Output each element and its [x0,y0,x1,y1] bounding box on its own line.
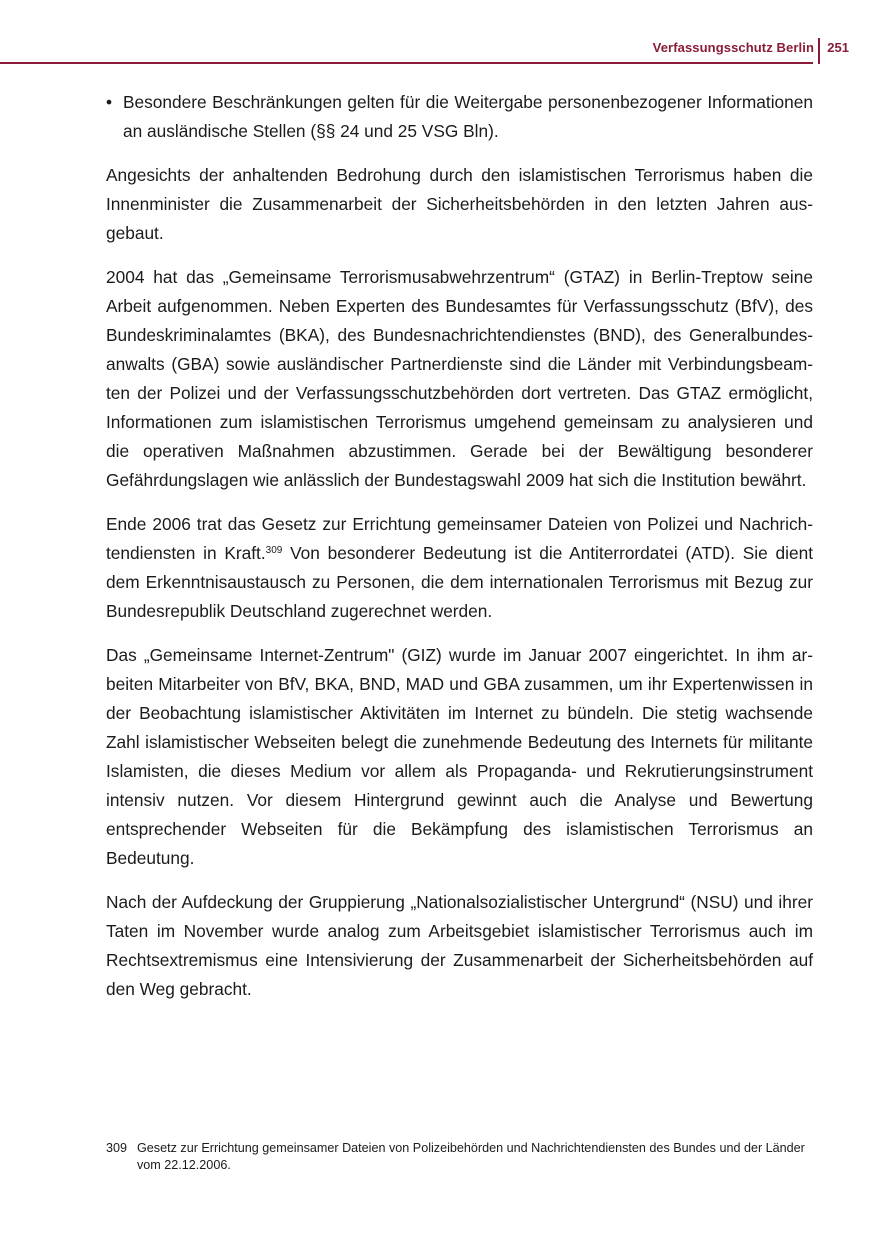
paragraph-1: Angesichts der anhaltenden Bedrohung durch den islamistischen Terrorismus haben die Innenminister die Zusammenarbeit der Sicherheitsbehörden in den letzten Jahren ausgebaut. [106,165,813,243]
list-item [106,88,813,146]
footnote-number: 309 [106,1141,128,1155]
header-rule [0,62,813,64]
running-header-title: Verfassungsschutz Berlin [652,40,814,55]
paragraph-3-text-b: Von besonderer Bedeutung ist die Antiterrordatei (ATD). Sie dient dem Erkenntnisaustausch zu Personen, die dem internationalen Terrorismus mit Bezug zur Bundesrepublik Deutschland zugerechnet werden. [106,543,813,621]
body-text [106,88,813,1019]
list-item-text: Besondere Beschränkungen gelten für die Weitergabe personenbezogener Informationen an ausländische Stellen (§§ 24 und 25 VSG Bln). [123,92,813,141]
paragraph-5: Nach der Aufdeckung der Gruppierung „Nationalsozialistischer Untergrund“ (NSU) und ihrer Taten im November wurde analog zum Arbeitsgebiet islamistischer Terrorismus auch im Rechtsextremismus eine Intensivierung der Zusammenarbeit der Sicherheitsbehörden auf den Weg gebracht. [106,892,813,999]
paragraph-2: 2004 hat das „Gemeinsame Terrorismusabwehrzentrum“ (GTAZ) in Berlin-Treptow seine Arbeit aufgenommen. Neben Experten des Bundesamtes für Verfassungsschutz (BfV), des Bundeskriminalamtes (BKA), des Bundesnachrichtendienstes (BND), des Generalbundesanwalts (GBA) sowie ausländischer Partnerdienste sind die Länder mit Verbindungsbeamten der Polizei und der Verfassungsschutzbehörden dort vertreten. Das GTAZ ermöglicht, Informationen zum islamistischen Terrorismus umgehend gemeinsam zu analysieren und die operativen Maßnahmen abzustimmen. Gerade bei der Bewältigung besonderer Gefährdungslagen wie anlässlich der Bundestagswahl 2009 hat sich die Institution bewährt. [106,267,813,490]
footnote-text: Gesetz zur Errichtung gemeinsamer Dateien von Polizeibehörden und Nachrichtendiensten des Bundes und der Länder vom 22.12.2006. [137,1141,805,1172]
paragraph-3 [106,510,813,626]
header-separator [818,38,820,64]
page-number: 251 [827,40,849,55]
footnote-reference[interactable]: 309 [265,545,283,556]
paragraph-4: Das „Gemeinsame Internet-Zentrum" (GIZ) wurde im Januar 2007 eingerichtet. In ihm arbeiten Mitarbeiter von BfV, BKA, BND, MAD und GBA zusammen, um ihr Expertenwissen in der Beobachtung islamistischer Aktivitäten im Internet zu bündeln. Die stetig wachsende Zahl islamistischer Webseiten belegt die zunehmende Bedeutung des Internets für militante Islamisten, die dieses Medium vor allem als Propaganda- und Rekrutierungsinstrument intensiv nutzen. Vor diesem Hintergrund gewinnt auch die Analyse und Bewertung entsprechender Webseiten für die Bekämpfung des islamistischen Terrorismus an Bedeutung. [106,645,813,868]
page-header [0,0,875,66]
bullet-icon: • [106,92,113,112]
paragraph-3-text-a: Ende 2006 trat das Gesetz zur Errichtung gemeinsamer Dateien von Polizei und Nachrichtendiensten in Kraft. [106,514,813,563]
footnote [106,1140,813,1174]
